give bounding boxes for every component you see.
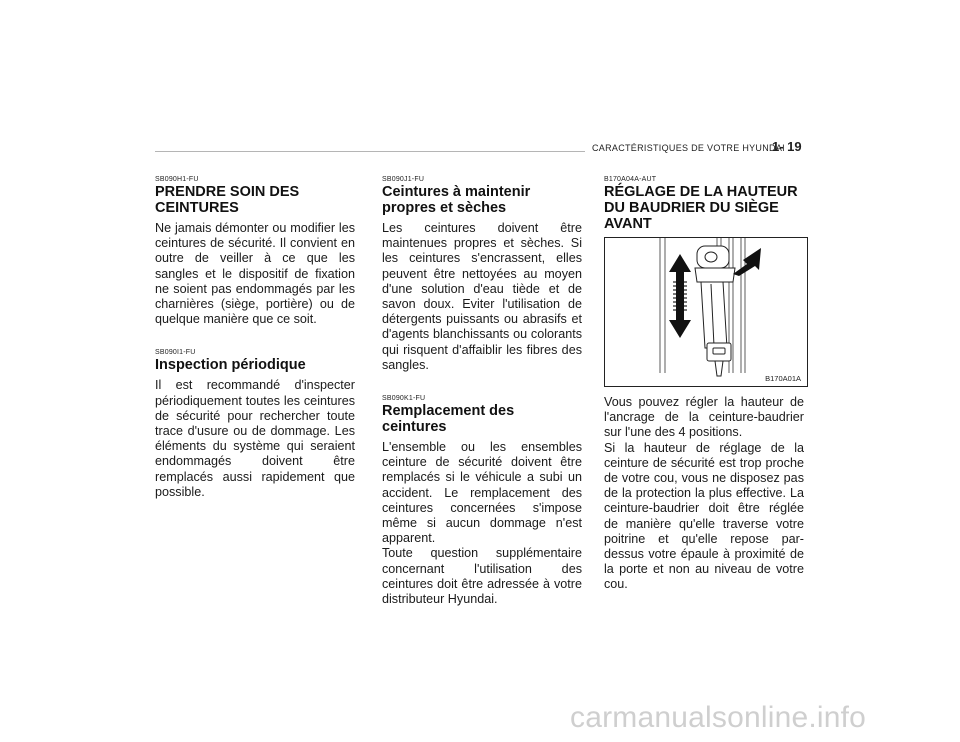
seatbelt-height-figure <box>604 237 808 387</box>
section-gap <box>382 373 582 395</box>
column-middle <box>382 176 582 607</box>
section-body: Il est recommandé d'inspecter périodiquement toutes les ceintures de sécurité pour rechercher toute trace d'usure ou de dommage. Les éléments du système qui seraient endommagés doivent être remplacés aussi rapidement que possible. <box>155 378 355 499</box>
section-code: SB090K1-FU <box>382 395 426 403</box>
section-title: Remplacement des ceintures <box>382 403 515 436</box>
section-code: SB090I1-FU <box>155 349 196 357</box>
section-body: Les ceintures doivent être maintenues propres et sèches. Si les ceintures s'encrassent, elles peuvent être nettoyées au moyen d'une solution d'eau tiède et de savon doux. Eviter l'utilisation de détergents puissants ou abrasifs et d'agents blanchissants ou colorants qui risquent d'affaiblir les fibres des sangles. <box>382 221 582 372</box>
running-header: CARACTÉRISTIQUES DE VOTRE HYUNDAI <box>592 143 785 153</box>
section-code: SB090H1-FU <box>155 176 199 183</box>
section-code: SB090J1-FU <box>382 176 425 183</box>
section-title: RÉGLAGE DE LA HAUTEUR DU BAUDRIER DU SIÈGE AVANT <box>604 184 798 232</box>
section-title: Inspection périodique <box>155 357 306 374</box>
watermark: carmanualsonline.info <box>570 701 867 734</box>
section-code: B170A04A-AUT <box>604 176 657 183</box>
column-left <box>155 176 355 500</box>
section-body: Vous pouvez régler la hauteur de l'ancrage de la ceinture-baudrier sur l'une des 4 positions. Si la hauteur de réglage de la ceinture de sécurité est trop proche de votre cou, vous ne disposez pas de la protection la plus effective. La ceinture-baudrier doit être réglée de manière qu'elle traverse votre poitrine et qu'elle repose par-dessus votre épaule à proximité de la porte et non au niveau de votre cou. <box>604 395 804 592</box>
section-body: L'ensemble ou les ensembles ceinture de sécurité doivent être remplacés si le véhicule a subi un accident. Le remplacement des ceintures concernées s'impose même si aucun dommage n'est apparent. Toute question supplémentaire concernant l'utilisation des ceintures doit être adressée à votre distributeur Hyundai. <box>382 440 582 607</box>
page-number: 1- 19 <box>772 139 802 154</box>
seatbelt-illustration <box>605 238 807 386</box>
section-body: Ne jamais démonter ou modifier les ceintures de sécurité. Il convient en outre de veiller à ce que les sangles et le dispositif de fixation ne soient pas endommagés par les charnières (siège, portière) ou de quelque manière que ce soit. <box>155 221 355 327</box>
section-title: PRENDRE SOIN DES CEINTURES <box>155 184 300 216</box>
section-title: Ceintures à maintenir propres et sèches <box>382 184 531 216</box>
section-gap <box>155 327 355 349</box>
header-rule <box>155 151 585 152</box>
figure-code: B170A01A <box>765 374 801 383</box>
column-right <box>604 176 804 593</box>
